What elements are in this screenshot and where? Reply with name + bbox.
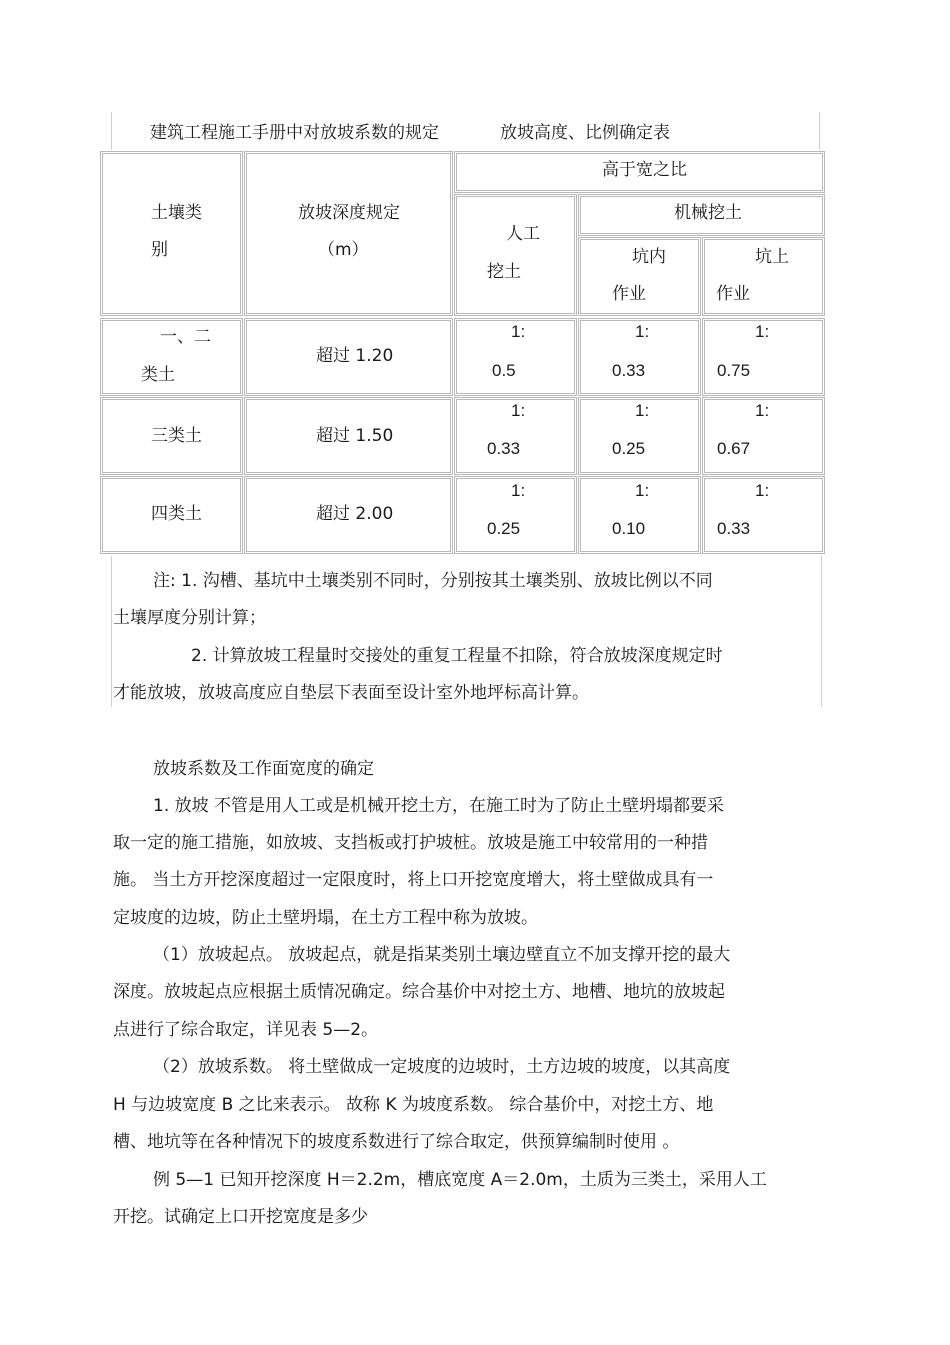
header-pit-in-line2: 作业 — [612, 284, 646, 304]
header-depth-cell — [244, 151, 453, 316]
header-pit-on-line1: 坑上 — [755, 247, 789, 267]
table-caption-left: 建筑工程施工手册中对放坡系数的规定 — [150, 123, 439, 143]
row1-manual-a: 1: — [511, 322, 526, 341]
row2-pit-in-b: 0.25 — [612, 439, 646, 458]
note-2-line1: 2. 计算放坡工程量时交接处的重复工程量不扣除，符合放坡深度规定时 — [191, 646, 723, 666]
header-soil-type-line2: 别 — [151, 240, 168, 260]
note-2-line2: 才能放坡，放坡高度应自垫层下表面至设计室外地坪标高计算。 — [113, 683, 589, 703]
note-1-line2: 土壤厚度分别计算； — [113, 608, 266, 628]
row2-pit-in-a: 1: — [635, 401, 650, 420]
row3-pit-on-a: 1: — [755, 481, 770, 500]
header-pit-on-line2: 作业 — [716, 284, 750, 304]
body-line: 例 5—1 已知开挖深度 H＝2.2m，槽底宽度 A＝2.0m，土质为三类土，采用人工 — [153, 1170, 767, 1190]
body-line: （2）放坡系数。 将土壁做成一定坡度的边坡时，土方边坡的坡度，以其高度 — [153, 1057, 731, 1077]
body-line: 槽、地坑等在各种情况下的坡度系数进行了综合取定，供预算编制时使用 。 — [113, 1132, 680, 1152]
row3-pit-on-b: 0.33 — [717, 519, 751, 538]
row2-pit-on-a: 1: — [755, 401, 770, 420]
row1-pit-on-b: 0.75 — [717, 361, 751, 380]
row1-soil-line1: 一、二 — [160, 327, 211, 347]
row3-manual-b: 0.25 — [487, 519, 521, 538]
section-heading: 放坡系数及工作面宽度的确定 — [153, 759, 374, 779]
caption-left-border — [111, 112, 112, 150]
header-machine: 机械挖土 — [674, 203, 742, 223]
row3-pit-in-a: 1: — [635, 481, 650, 500]
body-line: 点进行了综合取定，详见表 5—2。 — [113, 1020, 379, 1040]
row1-pit-in-b: 0.33 — [612, 361, 646, 380]
header-depth-line1: 放坡深度规定 — [298, 203, 400, 223]
header-depth-line2: （m） — [318, 240, 369, 260]
body-line: 开挖。试确定上口开挖宽度是多少 — [113, 1207, 368, 1227]
header-ratio-group: 高于宽之比 — [602, 160, 687, 180]
row1-pit-on-a: 1: — [755, 322, 770, 341]
row2-manual-a: 1: — [511, 401, 526, 420]
body-line: 深度。放坡起点应根据土质情况确定。综合基价中对挖土方、地槽、地坑的放坡起 — [113, 982, 725, 1002]
body-line: H 与边坡宽度 B 之比来表示。 故称 K 为坡度系数。 综合基价中，对挖土方、地 — [113, 1095, 714, 1115]
note-1-line1: 注: 1. 沟槽、基坑中土壤类别不同时，分别按其土壤类别、放坡比例以不同 — [153, 571, 713, 591]
body-line: 取一定的施工措施，如放坡、支挡板或打护坡桩。放坡是施工中较常用的一种措 — [113, 833, 708, 853]
row1-depth: 超过 1.20 — [316, 346, 394, 366]
row1-manual-b: 0.5 — [492, 361, 516, 380]
body-line: 施。 当土方开挖深度超过一定限度时，将上口开挖宽度增大，将土壁做成具有一 — [113, 870, 714, 890]
header-manual-line2: 挖土 — [487, 262, 521, 282]
row1-pit-in-a: 1: — [635, 322, 650, 341]
row2-soil: 三类土 — [151, 426, 202, 446]
row3-pit-in-b: 0.10 — [612, 519, 646, 538]
body-line: 1. 放坡 不管是用人工或是机械开挖土方，在施工时为了防止土壁坍塌都要采 — [153, 796, 725, 816]
row2-manual-b: 0.33 — [487, 439, 521, 458]
row3-soil: 四类土 — [151, 504, 202, 524]
header-soil-type-cell — [100, 151, 243, 316]
header-manual-cell — [454, 194, 577, 316]
body-line: （1）放坡起点。 放坡起点，就是指某类别土壤边壁直立不加支撑开挖的最大 — [153, 945, 731, 965]
header-pit-in-line1: 坑内 — [632, 247, 666, 267]
row3-depth: 超过 2.00 — [316, 504, 394, 524]
row3-manual-a: 1: — [511, 481, 526, 500]
row2-depth: 超过 1.50 — [316, 426, 394, 446]
table-caption-right: 放坡高度、比例确定表 — [500, 123, 670, 143]
body-line: 定坡度的边坡，防止土壁坍塌，在土方工程中称为放坡。 — [113, 908, 538, 928]
header-soil-type-line1: 土壤类 — [151, 203, 202, 223]
row2-pit-on-b: 0.67 — [717, 439, 751, 458]
caption-right-border — [819, 112, 820, 150]
row1-soil-line2: 类土 — [141, 365, 175, 385]
header-manual-line1: 人工 — [506, 224, 540, 244]
